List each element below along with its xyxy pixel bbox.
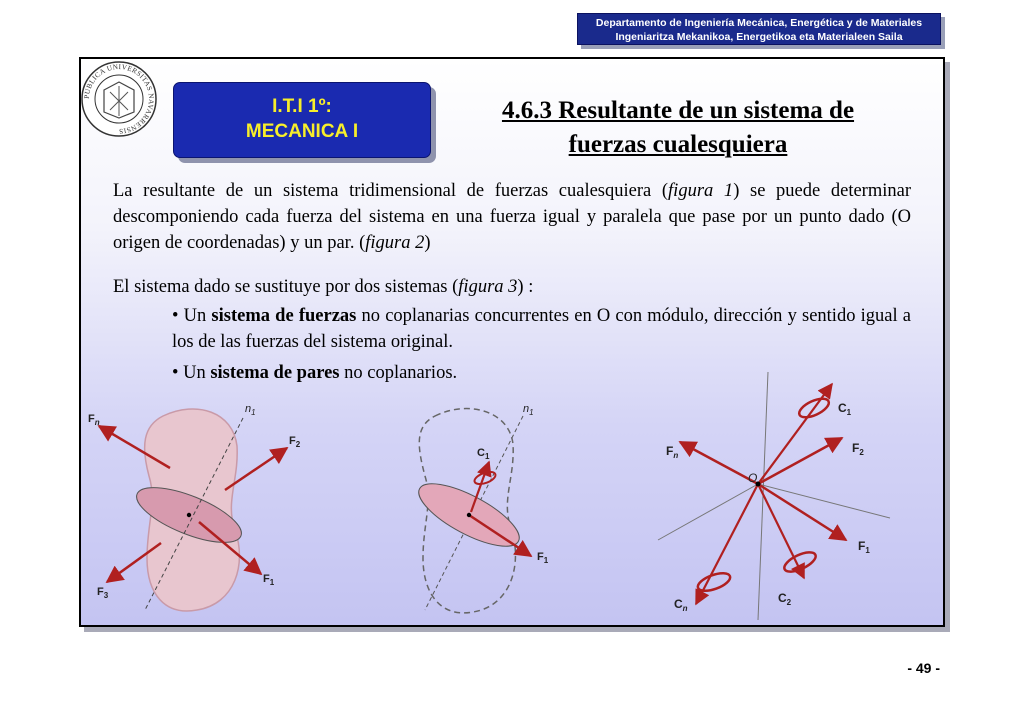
bullet1-marker: • Un [172, 306, 212, 326]
figure1-reference: figura 1 [668, 181, 734, 201]
label-f2: $F_2$ [289, 435, 300, 449]
paragraph1-start: La resultante de un sistema tridimensional de fuerzas cualesquiera ( [113, 181, 669, 201]
department-banner [577, 13, 941, 45]
label-f3: $F_3$ [97, 586, 109, 600]
bullet2-bold: sistema de pares [210, 363, 340, 383]
paragraph2-start: El sistema dado se sustituye por dos sistemas ( [113, 277, 459, 297]
figure3-forces-and-couples [650, 372, 895, 620]
force-fn-arrow [680, 442, 758, 484]
paragraph1-middle: ) se puede determinar descomponiendo cada fuerza del sistema en una fuerza igual y paralela que pase por un punto dado (O origen de coordenadas) y un par. ( [113, 181, 911, 253]
course-name: MECANICA I [245, 121, 359, 142]
couple-cn-axis [696, 484, 758, 604]
university-seal-logo [80, 60, 158, 138]
label-c2: $C_2$ [778, 591, 792, 607]
bullet1-bold: sistema de fuerzas [211, 306, 357, 326]
label-c1: $C_1$ [838, 401, 852, 417]
label-f2: $F_2$ [852, 441, 864, 457]
paragraph1-end: ) [424, 233, 431, 253]
figure3-reference: figura 3 [458, 277, 518, 297]
couple-c1-loop [473, 470, 497, 487]
section-title-line2: fuerzas cualesquiera [568, 131, 788, 158]
section-title [448, 94, 908, 162]
paragraph-substitution [113, 274, 911, 300]
bullet2-marker: • Un [172, 363, 211, 383]
label-fn: $F_n$ [666, 444, 679, 460]
bullet2-text: no coplanarios. [339, 363, 458, 383]
label-c1: $C_1$ [477, 447, 490, 461]
course-code: I.T.I 1º: [272, 96, 332, 117]
paragraph-resultant [113, 178, 911, 256]
label-n1: $n_1$ [245, 403, 256, 417]
bullet1-text: no coplanarias concurrentes en O con módulo, dirección y sentido igual a los de las fuerzas del sistema original. [172, 306, 911, 352]
paragraph2-end: ) : [517, 277, 534, 297]
department-name-es: Departamento de Ingeniería Mecánica, Energética y de Materiales [595, 17, 923, 29]
department-name-eu: Ingeniaritza Mekanikoa, Energetikoa eta Materialeen Saila [615, 31, 903, 43]
label-f1: $F_1$ [537, 551, 549, 565]
label-o: O [748, 471, 758, 485]
label-cn: $C_n$ [674, 597, 688, 613]
course-title-box [173, 82, 431, 158]
figure2-reduced-to-point [395, 398, 570, 620]
label-f1: $F_1$ [263, 573, 275, 587]
seal-text: PUBLICA UNIVERSITAS NAVARRENSIS [82, 62, 156, 136]
section-title-line1: 4.6.3 Resultante de un sistema de [501, 97, 855, 124]
figure2-reference: figura 2 [365, 233, 425, 253]
figure1-rigid-body-forces [85, 398, 300, 620]
bullet-force-system [172, 303, 911, 355]
page-number: - 49 - [907, 660, 940, 676]
label-n1: $n_1$ [523, 403, 534, 417]
label-fn: $F_n$ [88, 413, 100, 427]
label-f1: $F_1$ [858, 539, 870, 555]
force-f2-arrow [758, 438, 842, 484]
axis-horizontal [758, 484, 890, 518]
couple-cn-loop [696, 570, 733, 595]
